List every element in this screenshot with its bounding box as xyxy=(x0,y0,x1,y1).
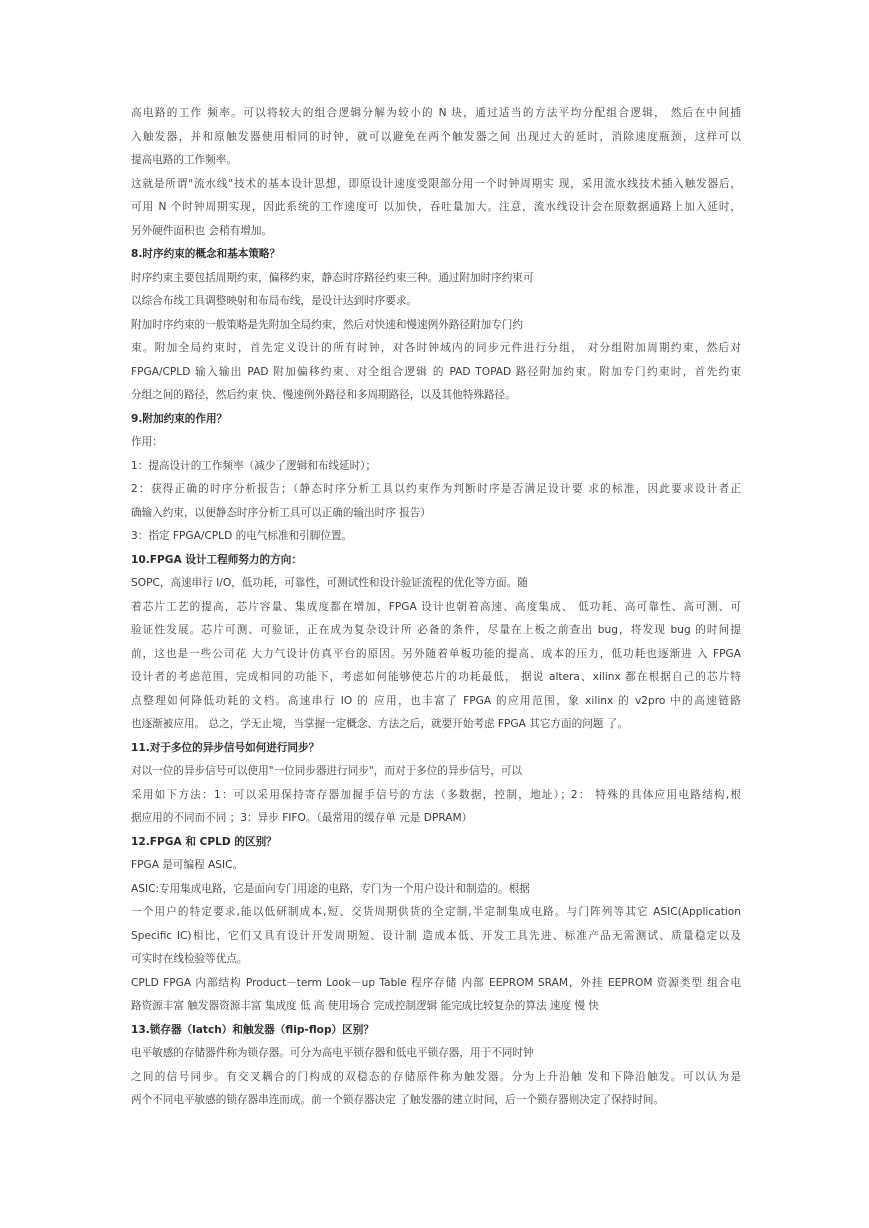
text-line: 入触发器，并和原触发器使用相同的时钟，就可以避免在两个触发器之间 出现过大的延时，消除速度瓶颈，这样可以 xyxy=(131,130,741,143)
text-line: 据应用的不同而不同 ；3：异步 FIFO。（最常用的缓存单 元是 DPRAM） xyxy=(131,812,473,824)
text-line: 1：提高设计的工作频率（减少了逻辑和布线延时）； xyxy=(131,459,377,472)
text-line: 分组之间的路径，然后约束 快、慢速例外路径和多周期路径，以及其他特殊路径。 xyxy=(131,389,516,401)
text-line: FPGA/CPLD 输入输出 PAD 附加偏移约束、对全组合逻辑 的 PAD TOPAD 路径附加约束。附加专门约束时，首先约束 xyxy=(131,365,741,378)
text-line: 束。附加全局约束时，首先定义设计的所有时钟，对各时钟域内的同步元件进行分组， 对分组附加周期约束，然后对 xyxy=(131,342,741,354)
text-line: 采用如下方法：1：可以采用保持寄存器加握手信号的方法（多数据，控制，地址）；2： 特殊的具体应用电路结构,根 xyxy=(131,788,741,801)
text-line: 路资源丰富 触发器资源丰富 集成度 低 高 使用场合 完成控制逻辑 能完成比较复杂的算法 速度 慢 快 xyxy=(131,1000,600,1012)
text-line: 点整理如何降低功耗的文档。高速串行 IO 的 应用，也丰富了 FPGA 的应用范围，象 xilinx 的 v2pro 中的高速链路 xyxy=(131,694,741,707)
text-line: 电平敏感的存储器件称为锁存器。可分为高电平锁存器和低电平锁存器，用于不同时钟 xyxy=(131,1047,534,1059)
text-line: 可用 N 个时钟周期实现，因此系统的工作速度可 以加快，吞吐量加大。注意，流水线设计会在原数据通路上加入延时， xyxy=(131,201,741,213)
text-line: 设计者的考虑范围，完成相同的功能下，考虑如何能够使芯片的功耗最低， 据说 altera、xilinx 都在根据自己的芯片特 xyxy=(131,671,741,683)
text-line: SOPC，高速串行 I/O，低功耗，可靠性，可测试性和设计验证流程的优化等方面。随 xyxy=(131,577,528,589)
text-line: FPGA 是可编程 ASIC。 xyxy=(131,859,244,871)
text-line: 可实时在线检验等优点。 xyxy=(131,953,248,965)
text-line: 验证性发展。芯片可测、可验证，正在成为复杂设计所 必备的条件，尽量在上板之前查出 bug，将发现 bug 的时间提 xyxy=(131,624,741,636)
text-line: 附加时序约束的一般策略是先附加全局约束，然后对快速和慢速例外路径附加专门约 xyxy=(131,318,523,331)
text-line: CPLD FPGA 内部结构 Product－term Look－up Table 程序存储 内部 EEPROM SRAM，外挂 EEPROM 资源类型 组合电 xyxy=(131,976,741,989)
text-line: 之间的信号同步。有交叉耦合的门构成的双稳态的存储原件称为触发器。分为上升沿触 发和下降沿触发。可以认为是 xyxy=(131,1070,741,1083)
text-line: 2：获得正确的时序分析报告；（静态时序分析工具以约束作为判断时序是否满足设计要 求的标准，因此要求设计者正 xyxy=(131,483,741,495)
text-line: 对以一位的异步信号可以使用"一位同步器进行同步"，而对于多位的异步信号，可以 xyxy=(131,765,523,777)
document-body xyxy=(131,102,741,1113)
section-heading: 13.锁存器（latch）和触发器（flip-flop）区别？ xyxy=(131,1023,374,1036)
text-line: 作用： xyxy=(131,436,163,448)
section-heading: 10.FPGA 设计工程师努力的方向： xyxy=(131,553,302,566)
section-heading: 12.FPGA 和 CPLD 的区别？ xyxy=(131,835,277,848)
text-line: Specific IC)相比，它们又具有设计开发周期短、设计制 造成本低、开发工具先进、标准产品无需测试、质量稳定以及 xyxy=(131,929,741,942)
text-line: 提高电路的工作频率。 xyxy=(131,154,237,166)
text-line: ASIC:专用集成电路，它是面向专门用途的电路，专门为一个用户设计和制造的。根据 xyxy=(131,882,530,895)
section-heading: 11.对于多位的异步信号如何进行同步？ xyxy=(131,741,320,754)
text-line: 也逐渐被应用。 总之，学无止境，当掌握一定概念、方法之后，就要开始考虑 FPGA 其它方面的问题 了。 xyxy=(131,718,628,730)
text-line: 着芯片工艺的提高，芯片容量、集成度都在增加，FPGA 设计也朝着高速、高度集成、 低功耗、高可靠性、高可测、可 xyxy=(131,600,741,613)
text-line: 确输入约束，以便静态时序分析工具可以正确的输出时序 报告） xyxy=(131,506,431,519)
section-heading: 8.时序约束的概念和基本策略？ xyxy=(131,248,281,260)
text-line: 3：指定 FPGA/CPLD 的电气标准和引脚位置。 xyxy=(131,530,353,542)
text-line: 前，这也是一些公司花 大力气设计仿真平台的原因。另外随着单板功能的提高、成本的压力，低功耗也逐渐进 入 FPGA xyxy=(131,647,741,660)
text-line: 以综合布线工具调整映射和布局布线，是设计达到时序要求。 xyxy=(131,295,418,307)
text-line: 高电路的工作 频率。可以将较大的组合逻辑分解为较小的 N 块，通过适当的方法平均分配组合逻辑， 然后在中间插 xyxy=(131,107,741,119)
text-line: 这就是所谓"流水线"技术的基本设计思想，即原设计速度受限部分用一个时钟周期实 现，采用流水线技术插入触发器后， xyxy=(131,177,741,190)
text-line: 两个不同电平敏感的锁存器串连而成。前一个锁存器决定 了触发器的建立时间，后一个锁存器则决定了保持时间。 xyxy=(131,1094,665,1106)
section-heading: 9.附加约束的作用？ xyxy=(131,412,228,425)
text-line: 另外硬件面积也 会稍有增加。 xyxy=(131,224,273,237)
text-line: 时序约束主要包括周期约束，偏移约束，静态时序路径约束三种。通过附加时序约束可 xyxy=(131,271,534,284)
text-line: 一个用户的特定要求,能以低研制成本,短、交货周期供货的全定制,半定制集成电路。与门阵列等其它 ASIC(Application xyxy=(131,906,741,918)
